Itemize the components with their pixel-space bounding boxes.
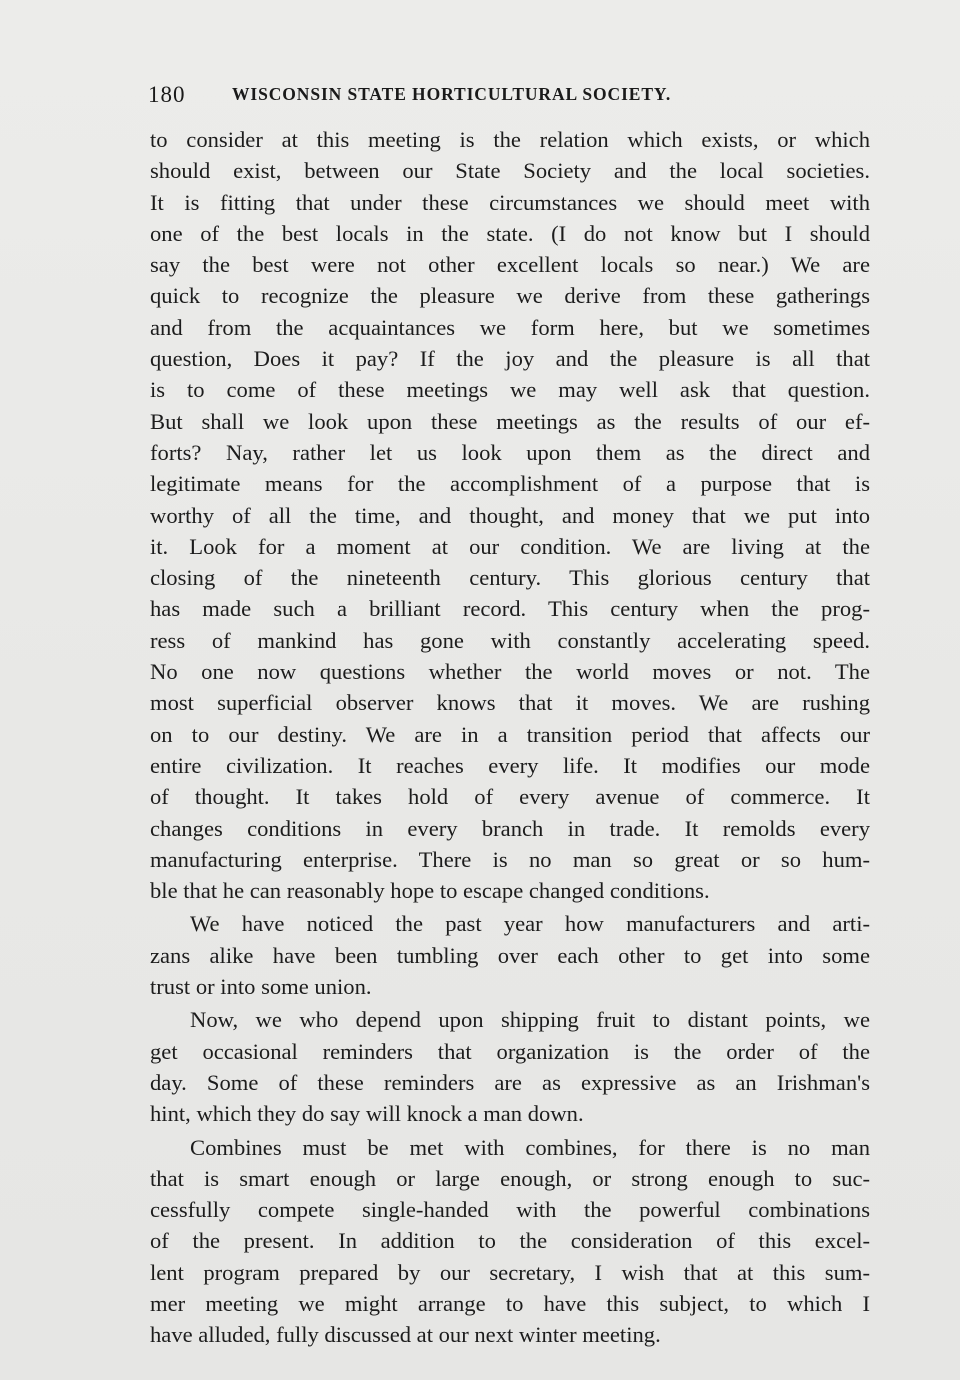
text-line: It is fitting that under these circumstances we should meet with bbox=[150, 189, 870, 215]
text-line: Now, we who depend upon shipping fruit to distant points, we bbox=[190, 1007, 870, 1033]
text-line: ress of mankind has gone with constantly accelerating speed. bbox=[150, 627, 870, 653]
text-line: changes conditions in every branch in trade. It remolds every bbox=[150, 815, 870, 841]
body-text bbox=[150, 124, 870, 1351]
text-line: should exist, between our State Society and the local societies. bbox=[150, 158, 870, 184]
text-line: question, Does it pay? If the joy and the pleasure is all that bbox=[150, 346, 870, 372]
text-line: We have noticed the past year how manufacturers and arti- bbox=[190, 911, 870, 937]
text-line: Combines must be met with combines, for there is no man bbox=[190, 1134, 870, 1160]
text-line: closing of the nineteenth century. This glorious century that bbox=[150, 565, 870, 591]
text-line: mer meeting we might arrange to have this subject, to which I bbox=[150, 1290, 870, 1316]
text-line: say the best were not other excellent locals so near.) We are bbox=[150, 252, 870, 278]
text-line: get occasional reminders that organization is the order of the bbox=[150, 1038, 870, 1064]
text-line: ble that he can reasonably hope to escape changed conditions. bbox=[150, 878, 710, 904]
text-line: that is smart enough or large enough, or strong enough to suc- bbox=[150, 1165, 870, 1191]
text-line: No one now questions whether the world moves or not. The bbox=[150, 659, 870, 685]
text-line: cessfully compete single-handed with the powerful combinations bbox=[150, 1197, 870, 1223]
text-line: has made such a brilliant record. This century when the prog- bbox=[150, 596, 870, 622]
text-line: most superficial observer knows that it moves. We are rushing bbox=[150, 690, 870, 716]
text-line: on to our destiny. We are in a transition period that affects our bbox=[150, 721, 870, 747]
text-line: it. Look for a moment at our condition. We are living at the bbox=[150, 533, 870, 559]
running-title: WISCONSIN STATE HORTICULTURAL SOCIETY. bbox=[232, 84, 672, 104]
text-line: is to come of these meetings we may well ask that question. bbox=[150, 377, 870, 403]
text-line: trust or into some union. bbox=[150, 974, 372, 1000]
text-line: one of the best locals in the state. (I do not know but I should bbox=[150, 220, 870, 246]
text-line: have alluded, fully discussed at our next winter meeting. bbox=[150, 1322, 661, 1348]
text-line: legitimate means for the accomplishment of a purpose that is bbox=[150, 471, 870, 497]
text-line: entire civilization. It reaches every life. It modifies our mode bbox=[150, 752, 870, 778]
text-line: forts? Nay, rather let us look upon them as the direct and bbox=[150, 439, 870, 465]
text-line: But shall we look upon these meetings as the results of our ef- bbox=[150, 408, 870, 434]
text-line: zans alike have been tumbling over each other to get into some bbox=[150, 942, 870, 968]
running-head bbox=[148, 82, 788, 112]
page-number: 180 bbox=[148, 82, 186, 107]
text-line: to consider at this meeting is the relation which exists, or which bbox=[150, 127, 870, 152]
text-line: and from the acquaintances we form here, but we sometimes bbox=[150, 314, 870, 340]
text-line: hint, which they do say will knock a man down. bbox=[150, 1101, 584, 1127]
text-line: worthy of all the time, and thought, and money that we put into bbox=[150, 502, 870, 528]
text-line: manufacturing enterprise. There is no man so great or so hum- bbox=[150, 846, 870, 872]
text-line: of thought. It takes hold of every avenue of commerce. It bbox=[150, 784, 870, 810]
text-line: day. Some of these reminders are as expressive as an Irishman's bbox=[150, 1069, 870, 1095]
text-line: lent program prepared by our secretary, I wish that at this sum- bbox=[150, 1259, 870, 1285]
text-line: quick to recognize the pleasure we derive from these gatherings bbox=[150, 283, 870, 309]
text-line: of the present. In addition to the consideration of this excel- bbox=[150, 1228, 870, 1254]
